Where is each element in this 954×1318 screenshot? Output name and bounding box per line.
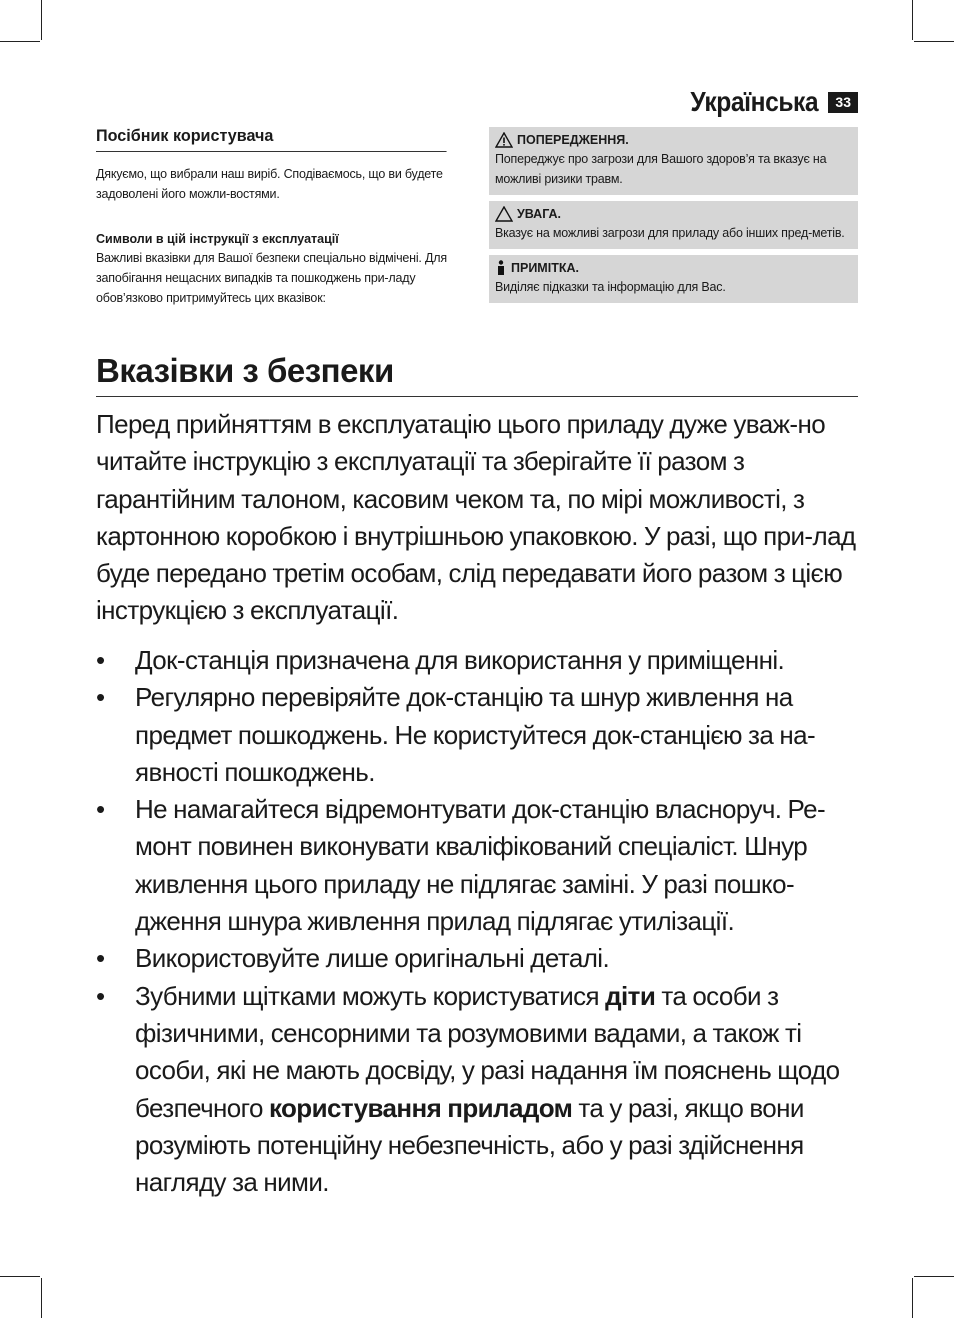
notice-label: УВАГА.: [517, 207, 562, 221]
list-item: [96, 978, 858, 1202]
bullet-text: Використовуйте лише оригінальні деталі.: [135, 943, 610, 974]
notice-text: Вказує на можливі загрози для приладу або інших пред-метів.: [495, 226, 845, 240]
bullet-text: та у разі, якщо вони розуміють потенційну небезпечність, або у разі здійснення нагляду за ними.: [135, 1092, 804, 1198]
crop-mark: [41, 0, 42, 40]
bullet-text: Не намагайтеся відремонтувати док-станцію власноруч. Ре-монт повинен виконувати кваліфікований спеціаліст. Шнур живлення цього приладу не підлягає заміні. У разі пошко-дження шнура живлення прилад підлягає утилізації.: [135, 794, 826, 937]
crop-mark: [41, 1278, 42, 1318]
bullet-dot: •: [96, 682, 105, 713]
bullet-dot: •: [96, 794, 105, 825]
page-header: [673, 86, 858, 118]
crop-mark: [914, 41, 954, 42]
caution-triangle-icon: [495, 206, 513, 222]
bullet-text: та особи з фізичними, сенсорними та розумовими вадами, а також ті особи, які не мають досвіду, у разі надання їм пояснень щодо безпечного: [135, 980, 840, 1123]
bullet-text: Док-станція призначена для використання у приміщенні.: [135, 645, 785, 675]
safety-intro: Перед прийняттям в експлуатацію цього приладу дуже уваж-но читайте інструкцію з експлуатації та зберігайте її разом з гарантійним талоном, касовим чеком та, по мірі можливості, з картонною коробкою і внутрішньою упаковкою. У разі, що при-лад буде передано третім особам, слід передавати його разом з цією інструкцією з експлуатації.: [96, 409, 856, 626]
notice-warning: [489, 127, 858, 195]
notice-list: [489, 127, 858, 309]
page-number: 33: [828, 92, 858, 113]
notice-text: Попереджує про загрози для Вашого здоров’я та вказує на можливі ризики травм.: [495, 152, 827, 186]
warning-triangle-icon: [495, 132, 513, 148]
symbols-heading: Символи в цій інструкції з експлуатації: [96, 232, 339, 246]
notice-caution: [489, 201, 858, 249]
crop-mark: [912, 0, 913, 40]
notice-label: ПРИМІТКА.: [511, 261, 579, 275]
safety-bullet-list: [96, 642, 858, 1201]
crop-mark: [0, 41, 40, 42]
list-item: [96, 679, 858, 791]
list-item: [96, 791, 858, 940]
list-item: [96, 940, 858, 977]
bullet-text: Регулярно перевіряйте док-станцію та шнур живлення на предмет пошкоджень. Не користуйтеся док-станцією за на-явності пошкоджень.: [135, 682, 816, 787]
bullet-bold-text: користування приладом: [268, 1092, 573, 1123]
notice-note: [489, 255, 858, 303]
info-icon: [495, 260, 507, 276]
symbols-text: Важливі вказівки для Вашої безпеки спеціально відмічені. Для запобігання нещасних випадків та пошкоджень при-ладу обов’язково притримуйтесь цих вказівок:: [96, 251, 447, 305]
bullet-dot: •: [96, 645, 105, 675]
bullet-dot: •: [96, 943, 105, 974]
crop-mark: [0, 1276, 40, 1277]
crop-mark: [914, 1276, 954, 1277]
notice-text: Виділяє підказки та інформацію для Вас.: [495, 280, 726, 294]
bullet-text: Зубними щітками можуть користуватися: [135, 980, 606, 1011]
guide-title: Посібник користувача: [96, 126, 447, 152]
notice-label: ПОПЕРЕДЖЕННЯ.: [517, 133, 629, 147]
safety-title: Вказівки з безпеки: [96, 352, 858, 397]
bullet-bold-text: діти: [605, 980, 656, 1011]
bullet-dot: •: [96, 980, 105, 1011]
guide-intro: Дякуємо, що вибрали наш виріб. Сподіваємось, що ви будете задоволені його можли-востями.: [96, 167, 443, 201]
user-guide-section: [96, 126, 465, 308]
language-label: Українська: [690, 86, 819, 117]
crop-mark: [912, 1278, 913, 1318]
list-item: [96, 642, 858, 679]
